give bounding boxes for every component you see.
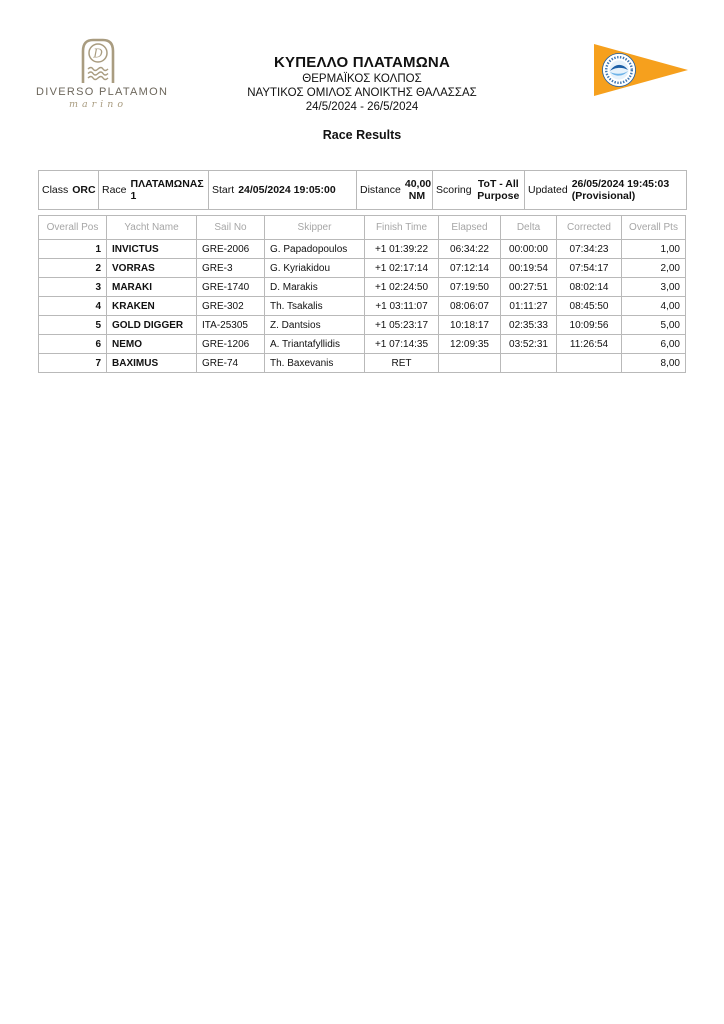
cell-skipper: Th. Baxevanis xyxy=(265,354,365,373)
race-info-distance xyxy=(357,171,433,210)
cell-sail: GRE-1740 xyxy=(197,278,265,297)
cell-finish: +1 07:14:35 xyxy=(365,335,439,354)
cell-finish: +1 05:23:17 xyxy=(365,316,439,335)
cell-pts: 1,00 xyxy=(622,240,686,259)
subtitle-organizer: ΝΑΥΤΙΚΟΣ ΟΜΙΛΟΣ ΑΝΟΙΚΤΗΣ ΘΑΛΑΣΣΑΣ xyxy=(247,87,477,99)
updated-value: 26/05/2024 19:45:03 (Provisional) xyxy=(571,177,670,202)
cell-elapsed: 08:06:07 xyxy=(439,297,501,316)
cell-skipper: Z. Dantsios xyxy=(265,316,365,335)
column-header-pts: Overall Pts xyxy=(622,216,686,240)
race-info-class xyxy=(39,171,99,210)
cell-yacht: MARAKI xyxy=(107,278,197,297)
cell-elapsed: 10:18:17 xyxy=(439,316,501,335)
cell-corrected xyxy=(557,354,622,373)
cell-elapsed: 07:12:14 xyxy=(439,259,501,278)
column-header-delta: Delta xyxy=(501,216,557,240)
start-label: Start xyxy=(212,184,235,196)
cell-yacht: NEMO xyxy=(107,335,197,354)
race-info-scoring xyxy=(433,171,525,210)
cell-finish: +1 03:11:07 xyxy=(365,297,439,316)
cell-pts: 6,00 xyxy=(622,335,686,354)
race-info-race xyxy=(99,171,209,210)
distance-label: Distance xyxy=(360,184,401,196)
cell-skipper: A. Triantafyllidis xyxy=(265,335,365,354)
column-header-corrected: Corrected xyxy=(557,216,622,240)
results-header-row xyxy=(39,216,686,240)
cell-pts: 4,00 xyxy=(622,297,686,316)
cell-pos: 7 xyxy=(39,354,107,373)
scoring-label: Scoring xyxy=(436,184,472,196)
cell-pts: 3,00 xyxy=(622,278,686,297)
club-pennant-icon xyxy=(593,43,690,102)
scoring-value: ToT - All Purpose xyxy=(477,177,520,202)
cell-pos: 5 xyxy=(39,316,107,335)
event-dates: 24/5/2024 - 26/5/2024 xyxy=(305,101,419,113)
result-row xyxy=(39,335,686,354)
cell-sail: ITA-25305 xyxy=(197,316,265,335)
cell-delta: 00:00:00 xyxy=(501,240,557,259)
cell-corrected: 08:02:14 xyxy=(557,278,622,297)
distance-value: 40,00 NM xyxy=(404,177,432,202)
cell-sail: GRE-2006 xyxy=(197,240,265,259)
cell-yacht: GOLD DIGGER xyxy=(107,316,197,335)
brand-tagline: marino xyxy=(68,99,128,110)
section-title: Race Results xyxy=(322,128,402,142)
cell-corrected: 10:09:56 xyxy=(557,316,622,335)
cell-delta: 03:52:31 xyxy=(501,335,557,354)
column-header-sail: Sail No xyxy=(197,216,265,240)
cell-pts: 8,00 xyxy=(622,354,686,373)
cell-delta: 00:19:54 xyxy=(501,259,557,278)
cell-finish: +1 02:17:14 xyxy=(365,259,439,278)
subtitle-gulf: ΘΕΡΜΑΪΚΟΣ ΚΟΛΠΟΣ xyxy=(302,73,422,85)
result-row xyxy=(39,297,686,316)
brand-monogram: D xyxy=(93,46,103,61)
cell-sail: GRE-3 xyxy=(197,259,265,278)
cell-yacht: INVICTUS xyxy=(107,240,197,259)
cell-pts: 5,00 xyxy=(622,316,686,335)
result-row xyxy=(39,354,686,373)
cell-elapsed: 12:09:35 xyxy=(439,335,501,354)
race-info-start xyxy=(209,171,357,210)
cell-elapsed: 07:19:50 xyxy=(439,278,501,297)
updated-label: Updated xyxy=(528,184,568,196)
race-label: Race xyxy=(102,184,127,196)
brand-name: DIVERSO PLATAMON xyxy=(36,86,169,98)
cell-finish: RET xyxy=(365,354,439,373)
cell-delta: 02:35:33 xyxy=(501,316,557,335)
cell-delta: 01:11:27 xyxy=(501,297,557,316)
cell-corrected: 07:34:23 xyxy=(557,240,622,259)
cell-pos: 6 xyxy=(39,335,107,354)
tables-area xyxy=(38,170,686,373)
cell-yacht: KRAKEN xyxy=(107,297,197,316)
cell-corrected: 11:26:54 xyxy=(557,335,622,354)
cell-delta: 00:27:51 xyxy=(501,278,557,297)
column-header-skipper: Skipper xyxy=(265,216,365,240)
race-info-row xyxy=(39,171,687,210)
cell-pts: 2,00 xyxy=(622,259,686,278)
cell-finish: +1 01:39:22 xyxy=(365,240,439,259)
race-info-updated xyxy=(525,171,687,210)
cell-corrected: 08:45:50 xyxy=(557,297,622,316)
result-row xyxy=(39,316,686,335)
race-info-table xyxy=(38,170,687,210)
cell-pos: 1 xyxy=(39,240,107,259)
cell-pos: 4 xyxy=(39,297,107,316)
club-emblem-icon xyxy=(603,54,636,87)
cell-pos: 3 xyxy=(39,278,107,297)
cell-delta xyxy=(501,354,557,373)
column-header-pos: Overall Pos xyxy=(39,216,107,240)
cell-elapsed: 06:34:22 xyxy=(439,240,501,259)
column-header-finish: Finish Time xyxy=(365,216,439,240)
cell-skipper: G. Papadopoulos xyxy=(265,240,365,259)
cell-sail: GRE-302 xyxy=(197,297,265,316)
page-title: ΚΥΠΕΛΛΟ ΠΛΑΤΑΜΩΝΑ xyxy=(273,54,450,71)
cell-skipper: D. Marakis xyxy=(265,278,365,297)
cell-skipper: G. Kyriakidou xyxy=(265,259,365,278)
results-table xyxy=(38,215,686,373)
cell-sail: GRE-74 xyxy=(197,354,265,373)
cell-corrected: 07:54:17 xyxy=(557,259,622,278)
race-value: ΠΛΑΤΑΜΩΝΑΣ 1 xyxy=(130,177,204,202)
column-header-elapsed: Elapsed xyxy=(439,216,501,240)
brand-logo xyxy=(36,36,169,110)
class-value: ORC xyxy=(72,183,96,196)
cell-finish: +1 02:24:50 xyxy=(365,278,439,297)
result-row xyxy=(39,278,686,297)
cell-elapsed xyxy=(439,354,501,373)
cell-skipper: Th. Tsakalis xyxy=(265,297,365,316)
cell-yacht: VORRAS xyxy=(107,259,197,278)
result-row xyxy=(39,259,686,278)
result-row xyxy=(39,240,686,259)
start-value: 24/05/2024 19:05:00 xyxy=(238,183,336,196)
column-header-yacht: Yacht Name xyxy=(107,216,197,240)
class-label: Class xyxy=(42,184,69,196)
cell-pos: 2 xyxy=(39,259,107,278)
brand-arch-icon xyxy=(75,36,121,84)
cell-yacht: BAXIMUS xyxy=(107,354,197,373)
cell-sail: GRE-1206 xyxy=(197,335,265,354)
